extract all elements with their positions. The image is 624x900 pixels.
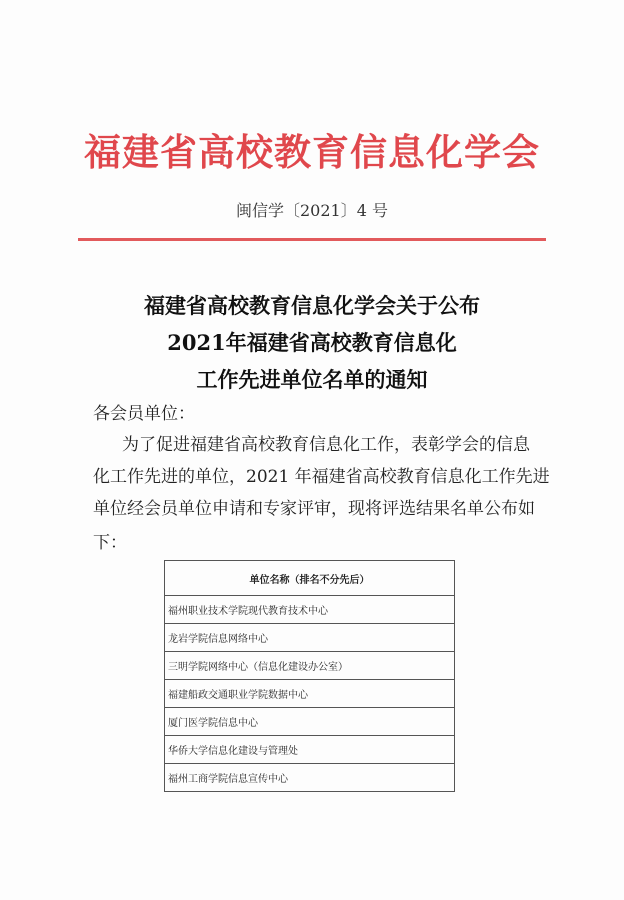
body-text-line: 单位经会员单位申请和专家评审，现将评选结果名单公布如 (93, 499, 535, 519)
table-header-cell: 单位名称（排名不分先后） (165, 561, 455, 596)
table-cell: 华侨大学信息化建设与管理处 (165, 736, 455, 764)
document-number: 闽信学〔2021〕4 号 (236, 201, 388, 220)
table-row (165, 736, 455, 764)
units-table (164, 560, 455, 792)
table-header-row (165, 561, 455, 596)
table-row (165, 624, 455, 652)
red-divider (78, 238, 546, 241)
table-cell: 福建船政交通职业学院数据中心 (165, 680, 455, 708)
table-cell: 福州工商学院信息宣传中心 (165, 764, 455, 792)
table-cell: 福州职业技术学院现代教育技术中心 (165, 596, 455, 624)
table-row (165, 680, 455, 708)
table-cell: 厦门医学院信息中心 (165, 708, 455, 736)
body-text-line: 化工作先进的单位，2021 年福建省高校教育信息化工作先进 (93, 467, 550, 487)
addressee: 各会员单位： (93, 404, 195, 424)
table-row (165, 708, 455, 736)
notice-title-line-1: 福建省高校教育信息化学会关于公布 (144, 293, 480, 318)
table-row (165, 764, 455, 792)
table-row (165, 652, 455, 680)
body-text-line: 下： (93, 533, 127, 553)
table-cell: 龙岩学院信息网络中心 (165, 624, 455, 652)
notice-title-line-3: 工作先进单位名单的通知 (196, 367, 428, 392)
organization-title: 福建省高校教育信息化学会 (84, 130, 540, 174)
table-row (165, 596, 455, 624)
notice-title-line-2: 2021年福建省高校教育信息化 (167, 330, 457, 355)
body-text-line: 为了促进福建省高校教育信息化工作，表彰学会的信息 (122, 435, 530, 455)
table-cell: 三明学院网络中心（信息化建设办公室） (165, 652, 455, 680)
